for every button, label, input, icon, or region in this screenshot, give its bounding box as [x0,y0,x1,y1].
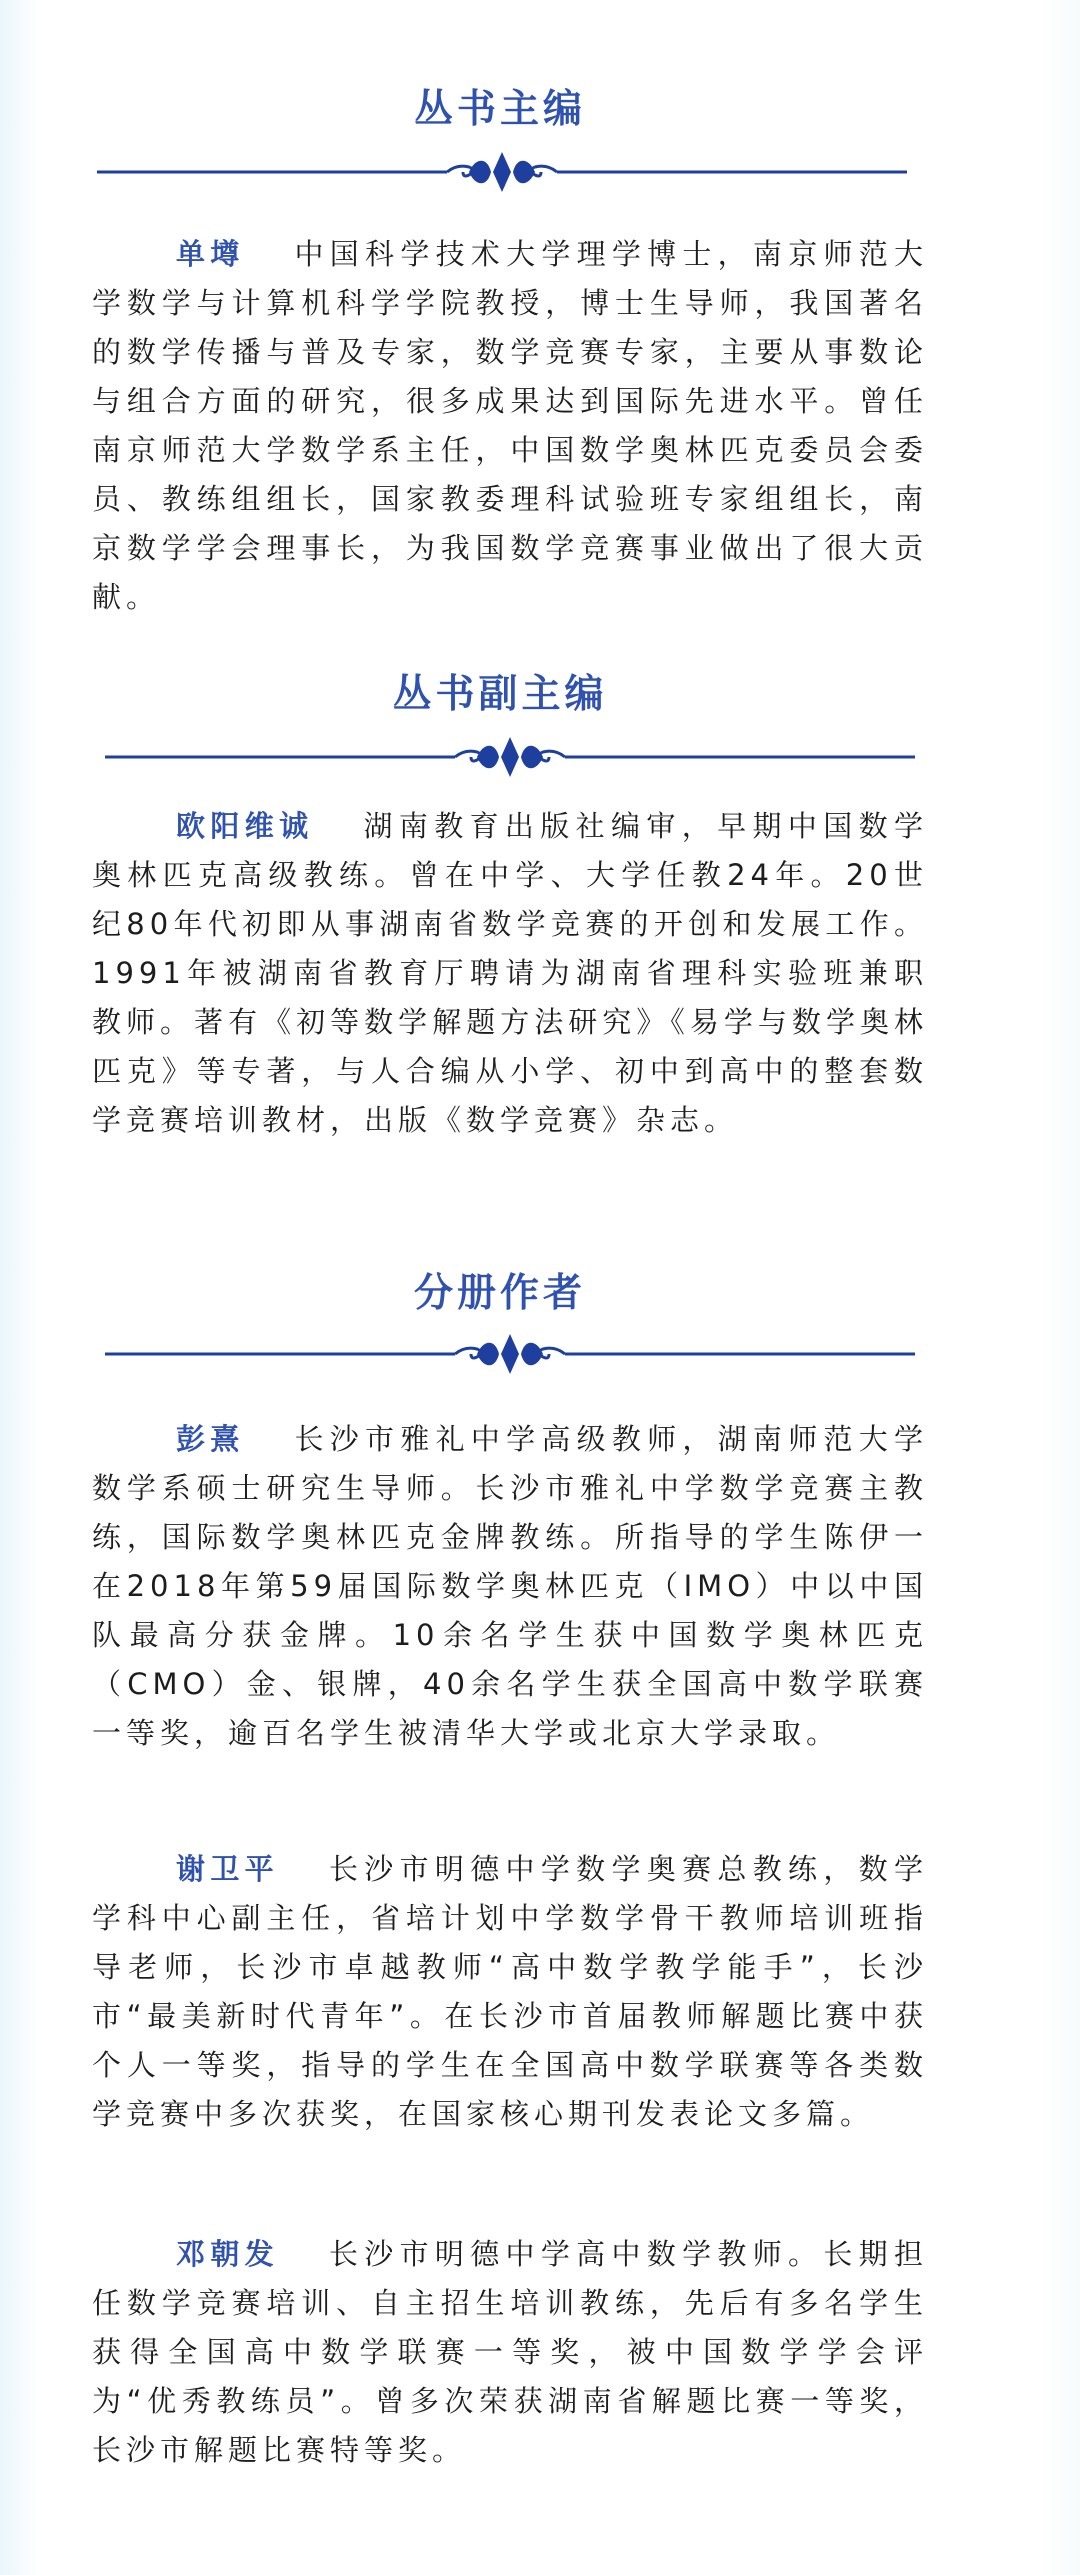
bio-paragraph [92,1845,928,2139]
section-title-chief-editor: 丛书主编 [413,87,586,132]
bio-paragraph [92,802,928,1145]
ornament-divider-icon [97,150,907,194]
bio-paragraph [92,1415,928,1758]
person-bio: 湖南教育出版社编审，早期中国数学奥林匹克高级教练。曾在中学、大学任教24年。20世纪80年代初即从事湖南省数学竞赛的开创和发展工作。1991年被湖南省教育厅聘请为湖南省理科实验班兼职教师。著有《初等数学解题方法研究》《易学与数学奥林匹克》等专著，与人合编从小学、初中到高中的整套数学竞赛培训教材，出版《数学竞赛》杂志。 [92,809,928,1137]
bio-paragraph [92,230,928,622]
person-name: 彭熹 [176,1422,245,1456]
person-name: 谢卫平 [176,1852,279,1886]
person-bio: 中国科学技术大学理学博士，南京师范大学数学与计算机科学学院教授，博士生导师，我国著名的数学传播与普及专家，数学竞赛专家，主要从事数论与组合方面的研究，很多成果达到国际先进水平。曾任南京师范大学数学系主任，中国数学奥林匹克委员会委员、教练组组长，国家教委理科试验班专家组组长，南京数学学会理事长，为我国数学竞赛事业做出了很大贡献。 [92,237,928,614]
ornament-divider-icon [105,1332,915,1376]
section-title-volume-authors: 分册作者 [413,1271,586,1316]
person-bio: 长沙市雅礼中学高级教师，湖南师范大学数学系硕士研究生导师。长沙市雅礼中学数学竞赛主教练，国际数学奥林匹克金牌教练。所指导的学生陈伊一在2018年第59届国际数学奥林匹克（IMO）中以中国队最高分获金牌。10余名学生获中国数学奥林匹克（CMO）金、银牌，40余名学生获全国高中数学联赛一等奖，逾百名学生被清华大学或北京大学录取。 [92,1422,928,1750]
bio-paragraph [92,2230,928,2475]
person-name: 邓朝发 [176,2237,279,2271]
person-name: 欧阳维诚 [176,809,314,843]
person-bio: 长沙市明德中学数学奥赛总教练，数学学科中心副主任，省培计划中学数学骨干教师培训班指导老师，长沙市卓越教师“高中数学教学能手”，长沙市“最美新时代青年”。在长沙市首届教师解题比赛中获个人一等奖，指导的学生在全国高中数学联赛等各类数学竞赛中多次获奖，在国家核心期刊发表论文多篇。 [92,1852,928,2131]
person-bio: 长沙市明德中学高中数学教师。长期担任数学竞赛培训、自主招生培训教练，先后有多名学生获得全国高中数学联赛一等奖，被中国数学学会评为“优秀教练员”。曾多次荣获湖南省解题比赛一等奖，长沙市解题比赛特等奖。 [92,2237,928,2467]
ornament-divider-icon [105,735,915,779]
section-title-deputy-editor: 丛书副主编 [392,672,608,717]
person-name: 单墫 [176,237,245,271]
